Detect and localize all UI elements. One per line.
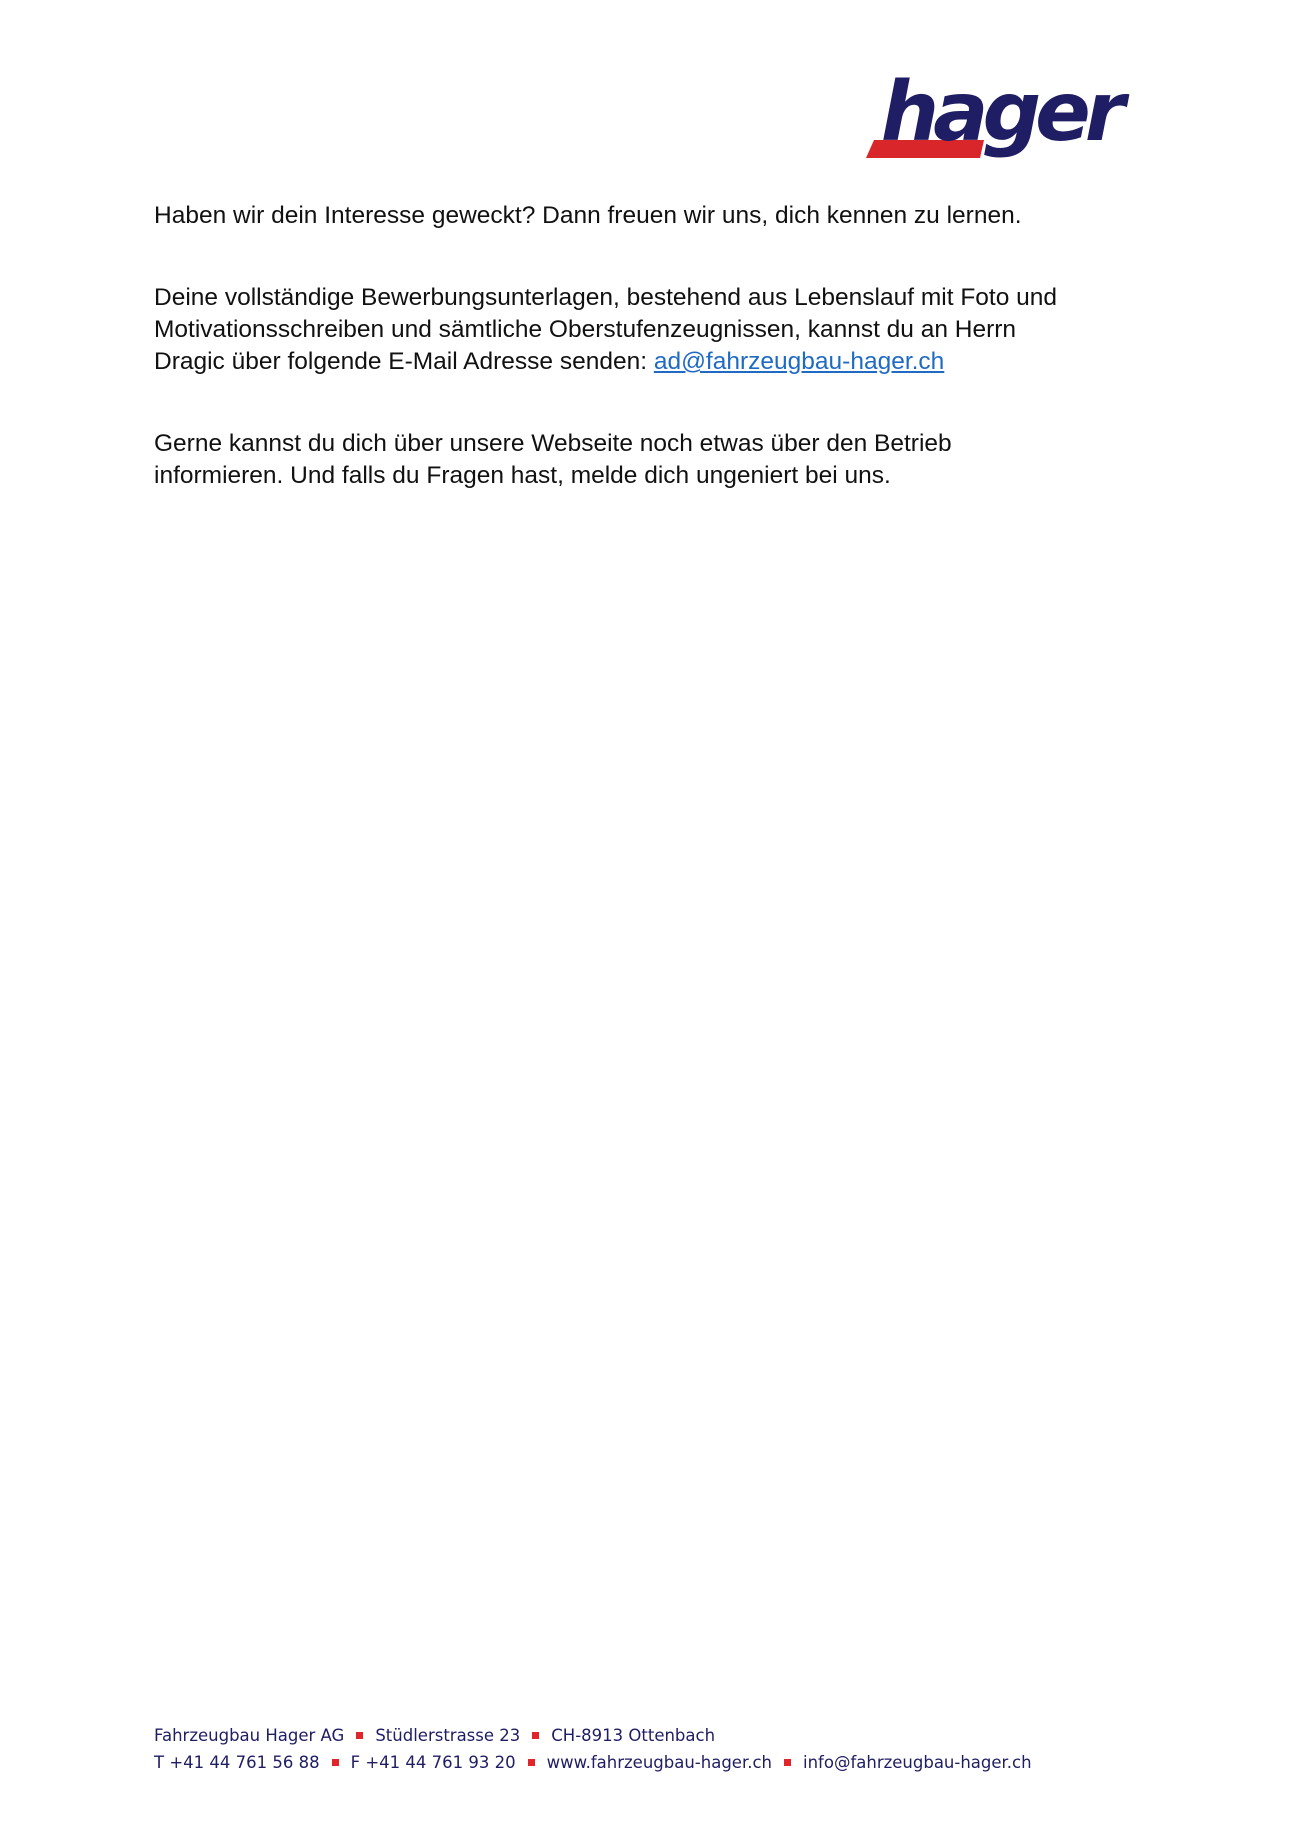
footer-company: Fahrzeugbau Hager AG — [154, 1726, 345, 1745]
svg-text:hager: hager — [880, 74, 1120, 160]
footer-address-line — [154, 1722, 1032, 1749]
application-text-line-3: Dragic über folgende E-Mail Adresse senden: — [154, 348, 654, 375]
closing-text-line-1: Gerne kannst du dich über unsere Webseite noch etwas über den Betrieb — [154, 430, 952, 457]
email-link[interactable]: ad@fahrzeugbau-hager.ch — [653, 348, 945, 375]
footer-contact-line — [154, 1749, 1032, 1776]
letter-body — [154, 200, 1134, 542]
footer-phone: T +41 44 761 56 88 — [154, 1753, 320, 1772]
application-paragraph — [154, 282, 1134, 378]
footer-fax: F +41 44 761 93 20 — [350, 1753, 516, 1772]
separator-square-icon — [356, 1732, 363, 1739]
separator-square-icon — [532, 1732, 539, 1739]
application-text-line-2: Motivationsschreiben und sämtliche Oberstufenzeugnissen, kannst du an Herrn — [154, 316, 1017, 343]
footer-city: CH-8913 Ottenbach — [551, 1726, 716, 1745]
intro-text: Haben wir dein Interesse geweckt? Dann freuen wir uns, dich kennen zu lernen. — [154, 202, 1022, 229]
separator-square-icon — [528, 1759, 535, 1766]
footer — [154, 1722, 1032, 1776]
footer-website[interactable]: www.fahrzeugbau-hager.ch — [546, 1753, 772, 1772]
footer-email[interactable]: info@fahrzeugbau-hager.ch — [803, 1753, 1032, 1772]
application-text-line-1: Deine vollständige Bewerbungsunterlagen, bestehend aus Lebenslauf mit Foto und — [154, 284, 1058, 311]
separator-square-icon — [332, 1759, 339, 1766]
separator-square-icon — [784, 1759, 791, 1766]
hager-logo — [866, 74, 1138, 164]
closing-text-line-2: informieren. Und falls du Fragen hast, melde dich ungeniert bei uns. — [154, 462, 891, 489]
footer-street: Stüdlerstrasse 23 — [375, 1726, 521, 1745]
closing-paragraph — [154, 428, 1134, 492]
intro-paragraph — [154, 200, 1134, 232]
